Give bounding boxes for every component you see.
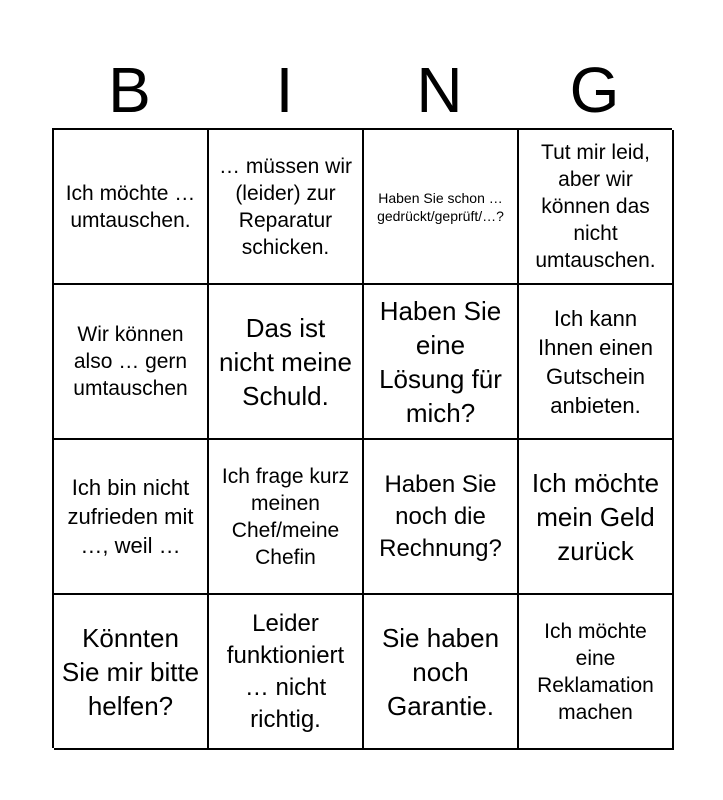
- cell-text: Ich möchte eine Reklamation machen: [537, 619, 654, 724]
- cell-text: Haben Sie eine Lösung für mich?: [379, 295, 502, 428]
- bingo-cell-r4c1[interactable]: [54, 595, 209, 750]
- cell-text: Wir können also … gern umtauschen: [73, 323, 188, 400]
- cell-text: Ich kann Ihnen einen Gutschein anbieten.: [538, 305, 653, 418]
- bingo-cell-r2c1[interactable]: [54, 285, 209, 440]
- bingo-grid: [52, 128, 672, 748]
- bingo-cell-r1c4[interactable]: [519, 130, 674, 285]
- bingo-cell-r3c4[interactable]: [519, 440, 674, 595]
- bingo-cell-r4c4[interactable]: [519, 595, 674, 750]
- bingo-cell-r3c3[interactable]: [364, 440, 519, 595]
- cell-text: Das ist nicht meine Schuld.: [219, 312, 352, 411]
- header-letter-i: I: [275, 54, 294, 126]
- header-letter-b: B: [108, 54, 151, 126]
- bingo-cell-r2c2[interactable]: [209, 285, 364, 440]
- bingo-cell-r1c3[interactable]: [364, 130, 519, 285]
- bingo-cell-r1c1[interactable]: [54, 130, 209, 285]
- cell-text: Ich frage kurz meinen Chef/meine Chefin: [221, 464, 350, 569]
- cell-text: Haben Sie noch die Rechnung?: [379, 470, 502, 562]
- bingo-cell-r1c2[interactable]: [209, 130, 364, 285]
- cell-text: Ich bin nicht zufrieden mit …, weil …: [67, 475, 194, 558]
- cell-text: Haben Sie schon … gedrückt/geprüft/…?: [377, 189, 504, 224]
- cell-text: Sie haben noch Garantie.: [381, 622, 500, 721]
- header-letter-g: G: [569, 54, 620, 126]
- header-letter-n: N: [416, 54, 463, 126]
- bingo-cell-r2c3[interactable]: [364, 285, 519, 440]
- bingo-cell-r4c2[interactable]: [209, 595, 364, 750]
- cell-text: Leider funktioniert … nicht richtig.: [226, 609, 345, 733]
- bingo-cell-r3c2[interactable]: [209, 440, 364, 595]
- cell-text: … müssen wir (leider) zur Reparatur schicken.: [218, 154, 353, 259]
- bingo-header: [52, 52, 672, 128]
- cell-text: Ich möchte … umtauschen.: [65, 181, 196, 232]
- cell-text: Ich möchte mein Geld zurück: [531, 467, 660, 566]
- bingo-cell-r3c1[interactable]: [54, 440, 209, 595]
- bingo-cell-r2c4[interactable]: [519, 285, 674, 440]
- bingo-cell-r4c3[interactable]: [364, 595, 519, 750]
- cell-text: Könnten Sie mir bitte helfen?: [61, 622, 200, 721]
- cell-text: Tut mir leid, aber wir können das nicht umtauschen.: [535, 141, 656, 272]
